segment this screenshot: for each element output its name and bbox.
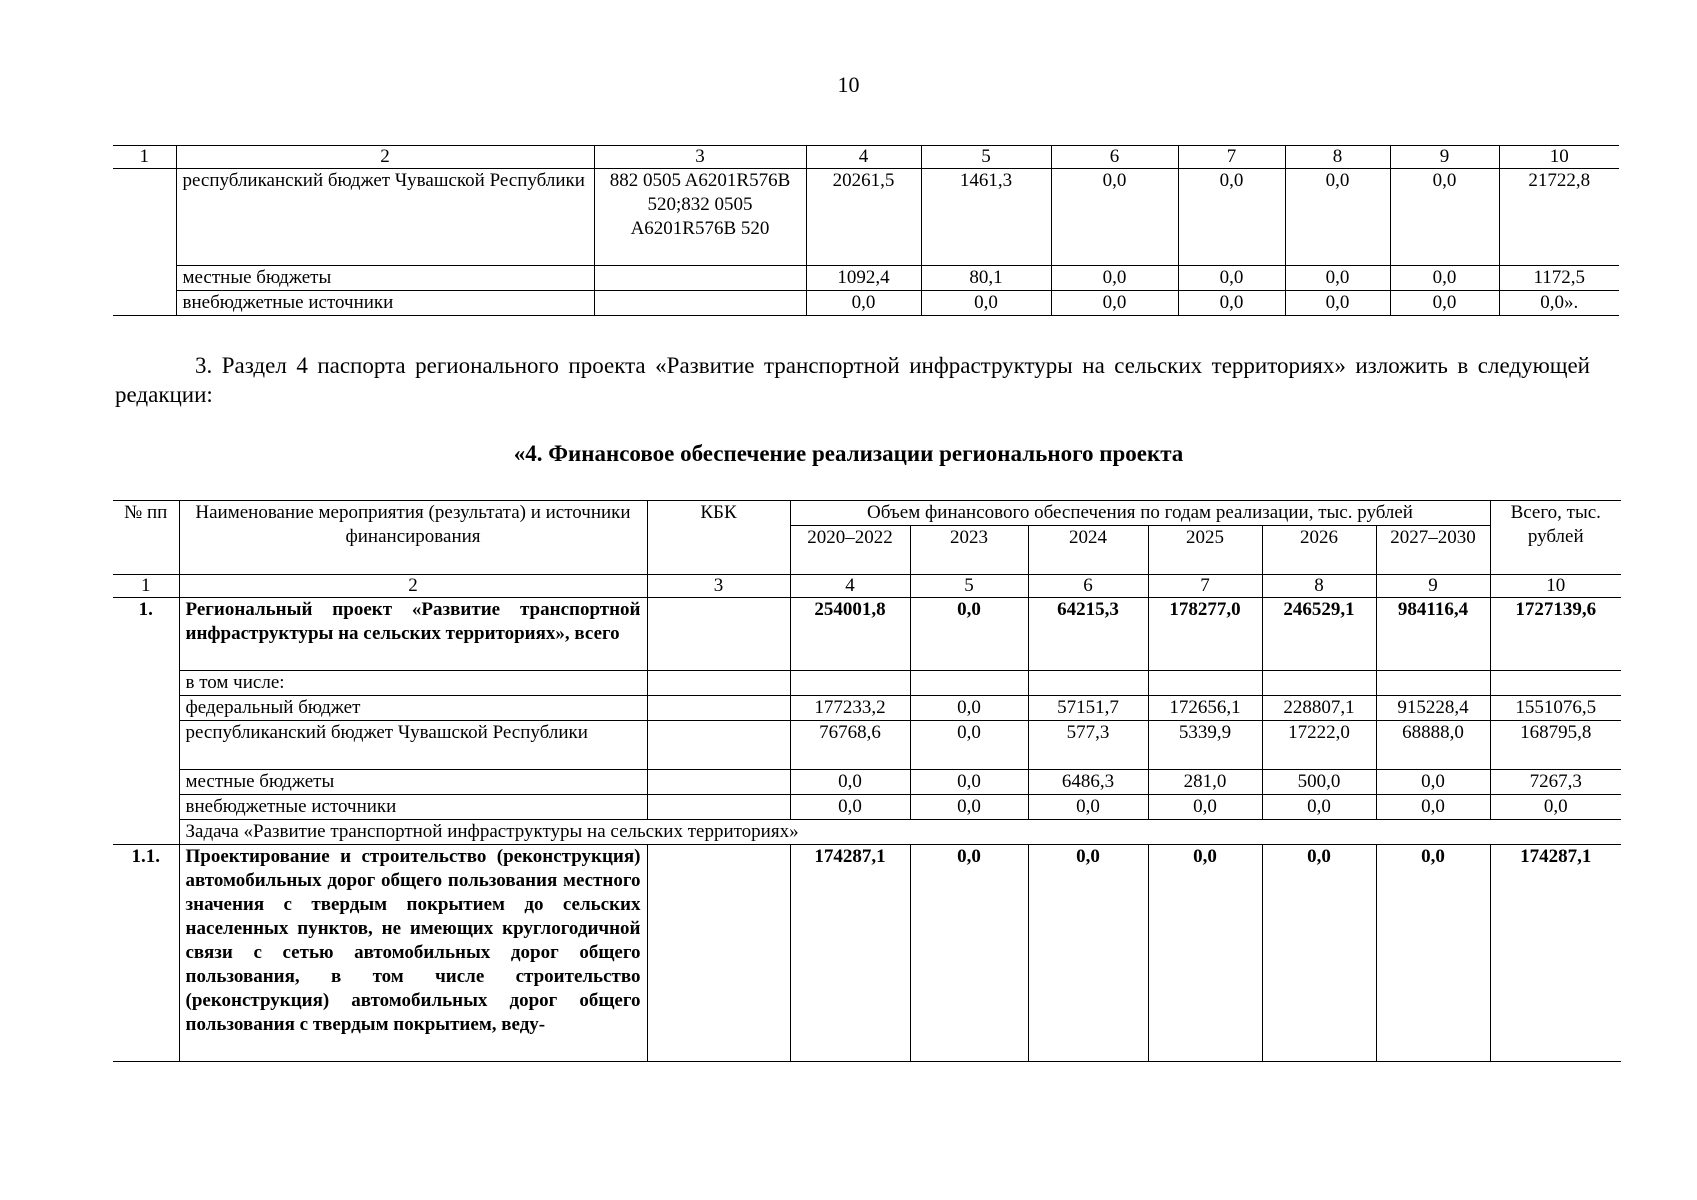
task-label: Задача «Развитие транспортной инфраструктуры на сельских территориях»	[179, 820, 1621, 845]
empty-cell	[1376, 671, 1490, 696]
table-row	[113, 169, 1619, 266]
kbk-code	[647, 845, 790, 1062]
col-number: 2	[179, 575, 647, 598]
value-cell: 20261,5	[806, 169, 921, 266]
value-cell: 0,0	[910, 795, 1028, 820]
row-number: 1.1.	[113, 845, 179, 1062]
source-name: республиканский бюджет Чувашской Республики	[179, 721, 647, 770]
value-cell: 0,0	[1285, 291, 1390, 316]
section-heading: «4. Финансовое обеспечение реализации регионального проекта	[513, 441, 1184, 466]
column-numbers-row	[113, 575, 1621, 598]
value-cell: 0,0	[1178, 291, 1285, 316]
value-cell: 0,0	[1178, 266, 1285, 291]
col-number: 3	[647, 575, 790, 598]
col-number: 8	[1285, 146, 1390, 169]
value-cell: 0,0	[910, 696, 1028, 721]
value-cell: 0,0	[1285, 169, 1390, 266]
value-cell: 57151,7	[1028, 696, 1148, 721]
source-name: внебюджетные источники	[179, 795, 647, 820]
value-cell: 984116,4	[1376, 598, 1490, 671]
value-cell: 0,0	[1376, 845, 1490, 1062]
value-cell: 174287,1	[790, 845, 910, 1062]
table-row	[113, 291, 1619, 316]
kbk-code	[594, 291, 806, 316]
value-cell: 0,0	[1376, 795, 1490, 820]
value-cell: 0,0	[1148, 845, 1262, 1062]
empty-num-cell	[113, 169, 176, 316]
value-cell: 21722,8	[1499, 169, 1619, 266]
value-cell: 0,0	[910, 598, 1028, 671]
row-number: 1.	[113, 598, 179, 845]
col-number: 9	[1390, 146, 1499, 169]
col-number: 10	[1499, 146, 1619, 169]
value-cell: 577,3	[1028, 721, 1148, 770]
col-number: 4	[790, 575, 910, 598]
funding-table	[113, 500, 1621, 1062]
kbk-code	[647, 770, 790, 795]
table-row	[113, 266, 1619, 291]
col-number: 1	[113, 146, 176, 169]
value-cell: 0,0	[910, 721, 1028, 770]
value-cell: 0,0	[1376, 770, 1490, 795]
header-year: 2023	[910, 526, 1028, 575]
header-kbk: КБК	[647, 501, 790, 575]
value-cell: 0,0	[806, 291, 921, 316]
header-year: 2020–2022	[790, 526, 910, 575]
col-number: 9	[1376, 575, 1490, 598]
body-paragraph: 3. Раздел 4 паспорта регионального проекта «Развитие транспортной инфраструктуры на сельских территориях» изложить в следующей редакции:	[115, 353, 1590, 407]
value-cell: 76768,6	[790, 721, 910, 770]
col-number: 7	[1178, 146, 1285, 169]
header-year: 2027–2030	[1376, 526, 1490, 575]
col-number: 1	[113, 575, 179, 598]
value-cell: 0,0	[1051, 169, 1178, 266]
value-cell: 0,0	[1390, 266, 1499, 291]
value-cell: 6486,3	[1028, 770, 1148, 795]
value-cell: 5339,9	[1148, 721, 1262, 770]
value-cell: 0,0	[1148, 795, 1262, 820]
col-number: 5	[910, 575, 1028, 598]
empty-cell	[647, 671, 790, 696]
table-row	[113, 671, 1621, 696]
col-number: 6	[1028, 575, 1148, 598]
value-cell: 0,0	[790, 795, 910, 820]
value-cell: 177233,2	[790, 696, 910, 721]
value-cell: 0,0	[1178, 169, 1285, 266]
value-cell: 0,0	[1285, 266, 1390, 291]
table-row	[113, 770, 1621, 795]
kbk-code	[647, 696, 790, 721]
value-cell: 0,0	[1390, 169, 1499, 266]
header-volume: Объем финансового обеспечения по годам реализации, тыс. рублей	[790, 501, 1490, 526]
kbk-code	[647, 598, 790, 671]
value-cell: 172656,1	[1148, 696, 1262, 721]
value-cell: 1092,4	[806, 266, 921, 291]
value-cell: 0,0	[790, 770, 910, 795]
table-row	[113, 721, 1621, 770]
header-row	[113, 501, 1621, 526]
header-num: № пп	[113, 501, 179, 575]
value-cell: 0,0	[1051, 266, 1178, 291]
col-number: 5	[921, 146, 1051, 169]
col-number: 2	[176, 146, 594, 169]
col-number: 4	[806, 146, 921, 169]
value-cell: 0,0	[910, 845, 1028, 1062]
source-name: федеральный бюджет	[179, 696, 647, 721]
value-cell: 68888,0	[1376, 721, 1490, 770]
including-label: в том числе:	[179, 671, 647, 696]
header-year: 2026	[1262, 526, 1376, 575]
value-cell: 0,0	[1028, 795, 1148, 820]
value-cell: 1551076,5	[1490, 696, 1621, 721]
value-cell: 1172,5	[1499, 266, 1619, 291]
value-cell: 915228,4	[1376, 696, 1490, 721]
kbk-code	[594, 266, 806, 291]
source-name: местные бюджеты	[179, 770, 647, 795]
col-number: 10	[1490, 575, 1621, 598]
source-name: республиканский бюджет Чувашской Республики	[176, 169, 594, 266]
table-row	[113, 795, 1621, 820]
value-cell: 168795,8	[1490, 721, 1621, 770]
table-row	[113, 845, 1621, 1062]
empty-cell	[1262, 671, 1376, 696]
header-name: Наименование мероприятия (результата) и источники финансирования	[179, 501, 647, 575]
header-total: Всего, тыс. рублей	[1490, 501, 1621, 575]
value-cell: 80,1	[921, 266, 1051, 291]
item-name: Проектирование и строительство (реконструкция) автомобильных дорог общего пользования местного значения с твердым покрытием до сельских населенных пунктов, не имеющих круглогодичной связи с сетью автомобильных дорог общего пользования, в том числе строительство (реконструкция) автомобильных дорог общего пользования с твердым покрытием, веду-	[179, 845, 647, 1062]
value-cell: 1727139,6	[1490, 598, 1621, 671]
value-cell: 0,0	[921, 291, 1051, 316]
value-cell: 0,0	[1262, 845, 1376, 1062]
value-cell: 0,0	[1262, 795, 1376, 820]
value-cell: 174287,1	[1490, 845, 1621, 1062]
value-cell: 500,0	[1262, 770, 1376, 795]
value-cell: 0,0	[1051, 291, 1178, 316]
empty-cell	[910, 671, 1028, 696]
column-numbers-row	[113, 146, 1619, 169]
value-cell: 0,0	[1490, 795, 1621, 820]
kbk-code	[647, 721, 790, 770]
empty-cell	[1148, 671, 1262, 696]
value-cell: 0,0».	[1499, 291, 1619, 316]
header-year: 2025	[1148, 526, 1262, 575]
value-cell: 17222,0	[1262, 721, 1376, 770]
value-cell: 246529,1	[1262, 598, 1376, 671]
empty-cell	[790, 671, 910, 696]
col-number: 7	[1148, 575, 1262, 598]
table-row	[113, 598, 1621, 671]
value-cell: 281,0	[1148, 770, 1262, 795]
funding-table-continuation	[113, 145, 1619, 316]
source-name: внебюджетные источники	[176, 291, 594, 316]
empty-cell	[1028, 671, 1148, 696]
kbk-code	[647, 795, 790, 820]
value-cell: 64215,3	[1028, 598, 1148, 671]
value-cell: 228807,1	[1262, 696, 1376, 721]
col-number: 8	[1262, 575, 1376, 598]
source-name: местные бюджеты	[176, 266, 594, 291]
task-row	[113, 820, 1621, 845]
value-cell: 254001,8	[790, 598, 910, 671]
value-cell: 0,0	[910, 770, 1028, 795]
col-number: 6	[1051, 146, 1178, 169]
kbk-code: 882 0505 A6201R576B 520;832 0505 A6201R576B 520	[594, 169, 806, 266]
header-year: 2024	[1028, 526, 1148, 575]
empty-cell	[1490, 671, 1621, 696]
value-cell: 7267,3	[1490, 770, 1621, 795]
value-cell: 0,0	[1028, 845, 1148, 1062]
value-cell: 1461,3	[921, 169, 1051, 266]
page-number: 10	[837, 72, 860, 97]
col-number: 3	[594, 146, 806, 169]
value-cell: 178277,0	[1148, 598, 1262, 671]
value-cell: 0,0	[1390, 291, 1499, 316]
table-row	[113, 696, 1621, 721]
project-name: Региональный проект «Развитие транспортной инфраструктуры на сельских территориях», всего	[179, 598, 647, 671]
